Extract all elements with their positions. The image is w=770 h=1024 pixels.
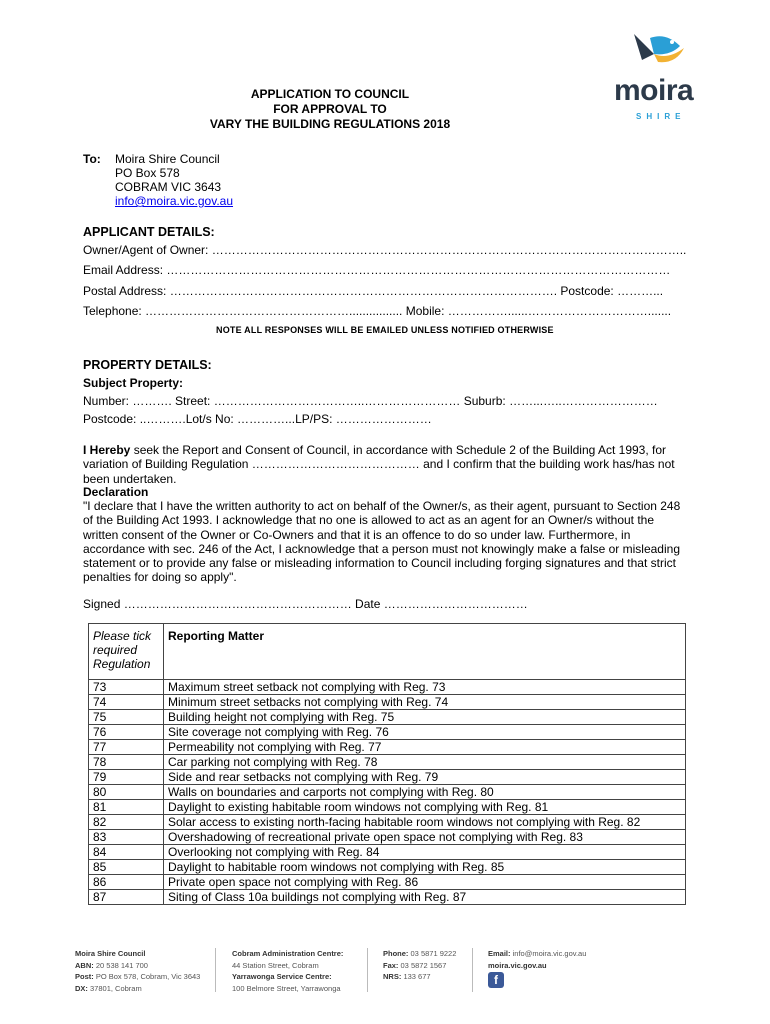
footer-phone-label: Phone: [383, 949, 409, 958]
reporting-matter-cell: Daylight to habitable room windows not complying with Reg. 85 [164, 860, 686, 875]
header-reporting-matter: Reporting Matter [164, 624, 686, 680]
address-line-1: Moira Shire Council [115, 152, 220, 166]
signature-date-field[interactable]: Signed ………………………………………………… Date ……………………………… [83, 597, 528, 611]
table-row [89, 680, 686, 695]
footer-fax: 03 5872 1567 [400, 960, 447, 970]
footer-nrs-label: NRS: [383, 972, 402, 981]
regulation-number-cell[interactable]: 74 [89, 695, 164, 710]
table-row [89, 860, 686, 875]
table-row [89, 875, 686, 890]
title-line-3: VARY THE BUILDING REGULATIONS 2018 [209, 117, 451, 131]
regulation-number-cell[interactable]: 80 [89, 785, 164, 800]
table-row [89, 800, 686, 815]
footer-col-email [488, 948, 586, 971]
regulation-number-cell[interactable]: 79 [89, 770, 164, 785]
regulation-number-cell[interactable]: 75 [89, 710, 164, 725]
declaration-heading: Declaration [83, 485, 149, 499]
footer-col-centres [232, 948, 343, 994]
title-line-1: APPLICATION TO COUNCIL [250, 87, 410, 101]
table-row [89, 815, 686, 830]
postal-address-field[interactable]: Postal Address: ……………………………………………………………………………………. Postcode: ………... [83, 284, 664, 298]
footer-col-council [75, 948, 200, 994]
logo-word: moira [614, 74, 694, 107]
footer-post-label: Post: [75, 972, 94, 981]
footer-council-name: Moira Shire Council [75, 949, 146, 958]
moira-shire-logo [612, 30, 712, 120]
footer-dx: 37801, Cobram [90, 983, 142, 993]
to-label: To: [83, 152, 101, 166]
reporting-matter-cell: Minimum street setbacks not complying with Reg. 74 [164, 695, 686, 710]
table-header-row [89, 624, 686, 680]
hereby-text: seek the Report and Consent of Council, in accordance with Schedule 2 of the Building Act 1993, for variation of Building Regulation …………………………………… and I confirm that the building work has/has not been undertaken. [83, 443, 675, 486]
footer-divider [472, 948, 473, 992]
footer-dx-label: DX: [75, 983, 88, 993]
table-row [89, 770, 686, 785]
reporting-matter-cell: Car parking not complying with Reg. 78 [164, 755, 686, 770]
reporting-matter-cell: Solar access to existing north-facing habitable room windows not complying with Reg. 82 [164, 815, 686, 830]
property-heading: PROPERTY DETAILS: [83, 358, 212, 372]
telephone-field[interactable]: Telephone: ……………………………………………................ Mobile: ……………......…………………………....... [83, 304, 672, 318]
reporting-matter-cell: Site coverage not complying with Reg. 76 [164, 725, 686, 740]
facebook-icon[interactable]: f [488, 972, 504, 988]
title-line-2: FOR APPROVAL TO [273, 102, 387, 116]
regulation-number-cell[interactable]: 84 [89, 845, 164, 860]
applicant-heading: APPLICANT DETAILS: [83, 225, 215, 239]
subject-property-label: Subject Property: [83, 376, 184, 390]
regulation-table [88, 623, 686, 905]
table-row [89, 845, 686, 860]
address-line-3: COBRAM VIC 3643 [115, 180, 222, 194]
footer-cobram-label: Cobram Administration Centre: [232, 949, 344, 958]
footer-abn-label: ABN: [75, 960, 94, 970]
reporting-matter-cell: Overshadowing of recreational private open space not complying with Reg. 83 [164, 830, 686, 845]
regulation-number-cell[interactable]: 78 [89, 755, 164, 770]
reporting-matter-cell: Building height not complying with Reg. 75 [164, 710, 686, 725]
footer-phone: 03 5871 9222 [410, 949, 457, 958]
footer-fax-label: Fax: [383, 960, 399, 970]
bird-logo-icon [632, 30, 692, 70]
reporting-matter-cell: Private open space not complying with Reg. 86 [164, 875, 686, 890]
regulation-number-cell[interactable]: 86 [89, 875, 164, 890]
table-row [89, 890, 686, 905]
address-line-2: PO Box 578 [115, 166, 180, 180]
table-row [89, 755, 686, 770]
regulation-number-cell[interactable]: 81 [89, 800, 164, 815]
footer-col-phone [383, 948, 456, 983]
reporting-matter-cell: Siting of Class 10a buildings not complying with Reg. 87 [164, 890, 686, 905]
reporting-matter-cell: Daylight to existing habitable room windows not complying with Reg. 81 [164, 800, 686, 815]
footer-email-label: Email: [488, 949, 511, 958]
reporting-matter-cell: Overlooking not complying with Reg. 84 [164, 845, 686, 860]
footer-post: PO Box 578, Cobram, Vic 3643 [95, 972, 201, 981]
table-row [89, 695, 686, 710]
hereby-bold: I Hereby [83, 443, 131, 457]
regulation-number-cell[interactable]: 87 [89, 890, 164, 905]
council-email-link[interactable]: info@moira.vic.gov.au [115, 194, 234, 208]
footer-yarra-address: 100 Belmore Street, Yarrawonga [232, 983, 341, 993]
footer-abn: 20 538 141 700 [95, 960, 148, 970]
reporting-matter-cell: Permeability not complying with Reg. 77 [164, 740, 686, 755]
footer-website[interactable]: moira.vic.gov.au [488, 960, 547, 970]
footer-divider [367, 948, 368, 992]
regulation-number-cell[interactable]: 83 [89, 830, 164, 845]
email-note: NOTE ALL RESPONSES WILL BE EMAILED UNLESS NOTIFIED OTHERWISE [216, 325, 554, 335]
declaration-text: "I declare that I have the written authority to act on behalf of the Owner/s, as their agent, pursuant to Section 248 of the Building Act 1993. I acknowledge that no one is allowed to act as an agent for an Owner/s without the written consent of the Owner or Co-Owners and that it is an offence to do so under law. Furthermore, in accordance with sec. 246 of the Act, I acknowledge that a person must not knowingly make a false or misleading statement or to provide any false or misleading information to Council including forging signatures and that strict penalties for doing so apply". [83, 499, 681, 585]
reporting-matter-cell: Walls on boundaries and carports not complying with Reg. 80 [164, 785, 686, 800]
footer-nrs: 133 677 [403, 972, 431, 981]
footer-cobram-address: 44 Station Street, Cobram [232, 960, 319, 970]
regulation-number-cell[interactable]: 73 [89, 680, 164, 695]
table-row [89, 740, 686, 755]
footer-divider [215, 948, 216, 992]
hereby-paragraph [83, 443, 683, 486]
logo-subword: SHIRE [636, 112, 686, 121]
table-row [89, 725, 686, 740]
document-title [0, 87, 660, 132]
table-row [89, 785, 686, 800]
regulation-number-cell[interactable]: 76 [89, 725, 164, 740]
email-address-field[interactable]: Email Address: ……………………………………………………………………………………………………………… [83, 263, 671, 277]
regulation-number-cell[interactable]: 85 [89, 860, 164, 875]
table-row [89, 710, 686, 725]
property-postcode-lot-field[interactable]: Postcode: ..……….Lot/s No: …………...LP/PS: …………………… [83, 412, 432, 426]
owner-agent-field[interactable]: Owner/Agent of Owner: ……………………………………………………………………………………………………….. [83, 243, 687, 257]
table-row [89, 830, 686, 845]
footer-email[interactable]: info@moira.vic.gov.au [512, 949, 587, 958]
header-tick-column: Please tick required Regulation [89, 624, 164, 680]
reporting-matter-cell: Side and rear setbacks not complying with Reg. 79 [164, 770, 686, 785]
footer-yarra-label: Yarrawonga Service Centre: [232, 972, 332, 981]
regulation-number-cell[interactable]: 82 [89, 815, 164, 830]
reporting-matter-cell: Maximum street setback not complying with Reg. 73 [164, 680, 686, 695]
council-address [115, 152, 233, 208]
property-number-street-field[interactable]: Number: ………. Street: ………………………………..…………………… Suburb: ……...…..…………………… [83, 394, 658, 408]
regulation-number-cell[interactable]: 77 [89, 740, 164, 755]
